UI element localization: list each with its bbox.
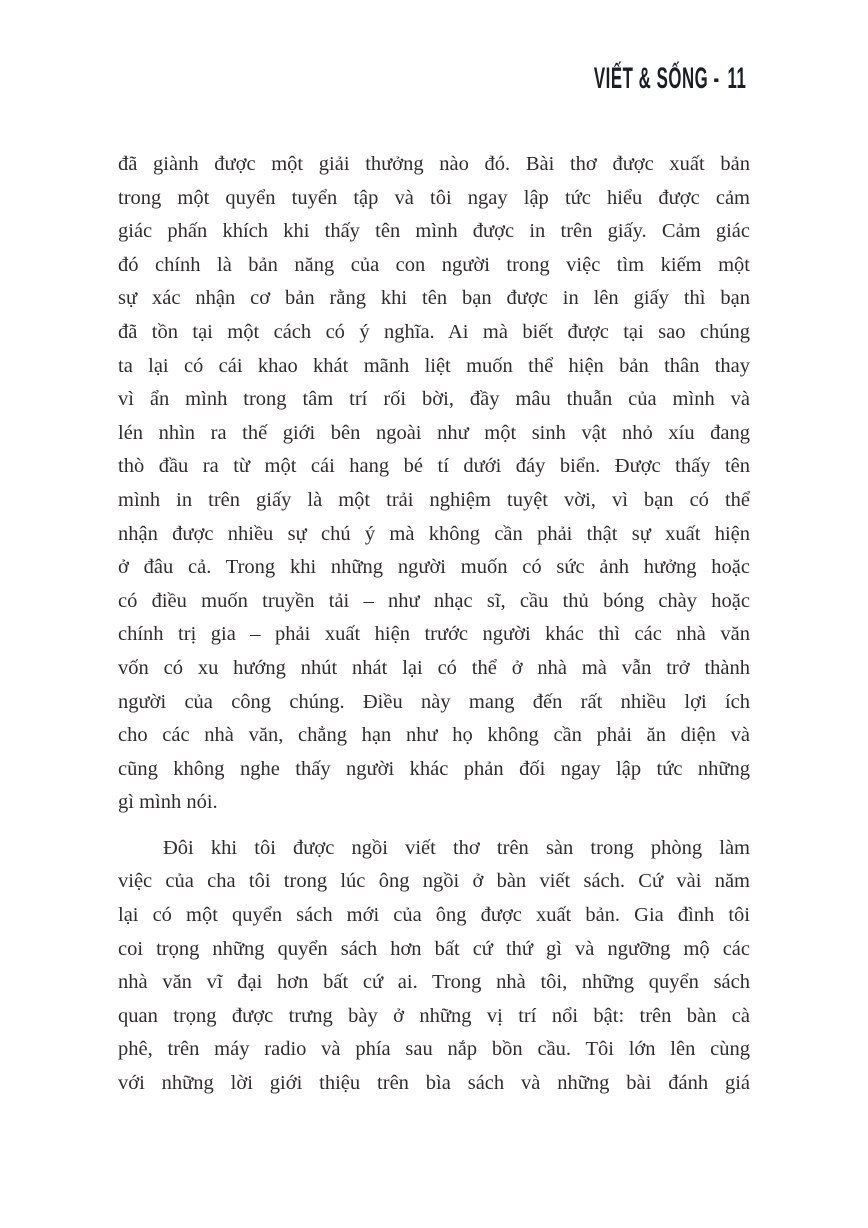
text-line: lén nhìn ra thế giới bên ngoài như một sinh vật nhỏ xíu đang <box>118 421 750 444</box>
text-line: trong một quyển tuyển tập và tôi ngay lập tức hiểu được cảm <box>118 186 750 209</box>
text-line: đã giành được một giải thưởng nào đó. Bài thơ được xuất bản <box>118 153 750 175</box>
paragraph <box>118 148 750 820</box>
text-line: việc của cha tôi trong lúc ông ngồi ở bàn viết sách. Cứ vài năm <box>118 870 750 893</box>
text-line: chính trị gia – phải xuất hiện trước người khác thì các nhà văn <box>118 623 750 646</box>
text-line: phê, trên máy radio và phía sau nắp bồn cầu. Tôi lớn lên cùng <box>118 1038 750 1061</box>
text-line: với những lời giới thiệu trên bìa sách và những bài đánh giá <box>118 1072 750 1095</box>
page-number: 11 <box>727 62 746 95</box>
text-line: ở đâu cả. Trong khi những người muốn có sức ảnh hưởng hoặc <box>118 556 750 579</box>
text-line: người của công chúng. Điều này mang đến rất nhiều lợi ích <box>118 690 750 713</box>
running-header <box>593 62 746 96</box>
text-line: vì ẩn mình trong tâm trí rối bời, đầy mâu thuẫn của mình và <box>118 388 750 411</box>
text-line: cho các nhà văn, chẳng hạn như họ không cần phải ăn diện và <box>118 724 750 747</box>
body-text <box>118 148 750 1101</box>
text-line: nhận được nhiều sự chú ý mà không cần phải thật sự xuất hiện <box>118 522 750 545</box>
text-line: cũng không nghe thấy người khác phản đối ngay lập tức những <box>118 757 750 780</box>
text-line: mình in trên giấy là một trải nghiệm tuyệt vời, vì bạn có thể <box>118 488 750 511</box>
paragraph <box>118 832 750 1101</box>
text-line: gì mình nói. <box>118 791 218 814</box>
text-line: coi trọng những quyển sách hơn bất cứ thứ gì và ngưỡng mộ các <box>118 937 750 960</box>
running-header-title: VIẾT & SỐNG - <box>593 62 720 95</box>
text-line: giác phấn khích khi thấy tên mình được in trên giấy. Cảm giác <box>118 220 750 243</box>
text-line: đã tồn tại một cách có ý nghĩa. Ai mà biết được tại sao chúng <box>118 320 750 343</box>
text-line: lại có một quyển sách mới của ông được xuất bản. Gia đình tôi <box>118 904 750 927</box>
text-line: sự xác nhận cơ bản rằng khi tên bạn được in lên giấy thì bạn <box>118 287 750 310</box>
text-line: có điều muốn truyền tải – như nhạc sĩ, cầu thủ bóng chày hoặc <box>118 589 750 612</box>
text-line: đó chính là bản năng của con người trong việc tìm kiếm một <box>118 253 750 276</box>
text-line: vốn có xu hướng nhút nhát lại có thể ở nhà mà vẫn trở thành <box>118 656 750 679</box>
text-line: Đôi khi tôi được ngồi viết thơ trên sàn trong phòng làm <box>163 836 750 859</box>
text-line: thò đầu ra từ một cái hang bé tí dưới đáy biển. Được thấy tên <box>118 455 750 478</box>
text-line: ta lại có cái khao khát mãnh liệt muốn thể hiện bản thân thay <box>118 354 750 377</box>
text-line: nhà văn vĩ đại hơn bất cứ ai. Trong nhà tôi, những quyển sách <box>118 971 750 994</box>
text-line: quan trọng được trưng bày ở những vị trí nổi bật: trên bàn cà <box>118 1004 750 1027</box>
